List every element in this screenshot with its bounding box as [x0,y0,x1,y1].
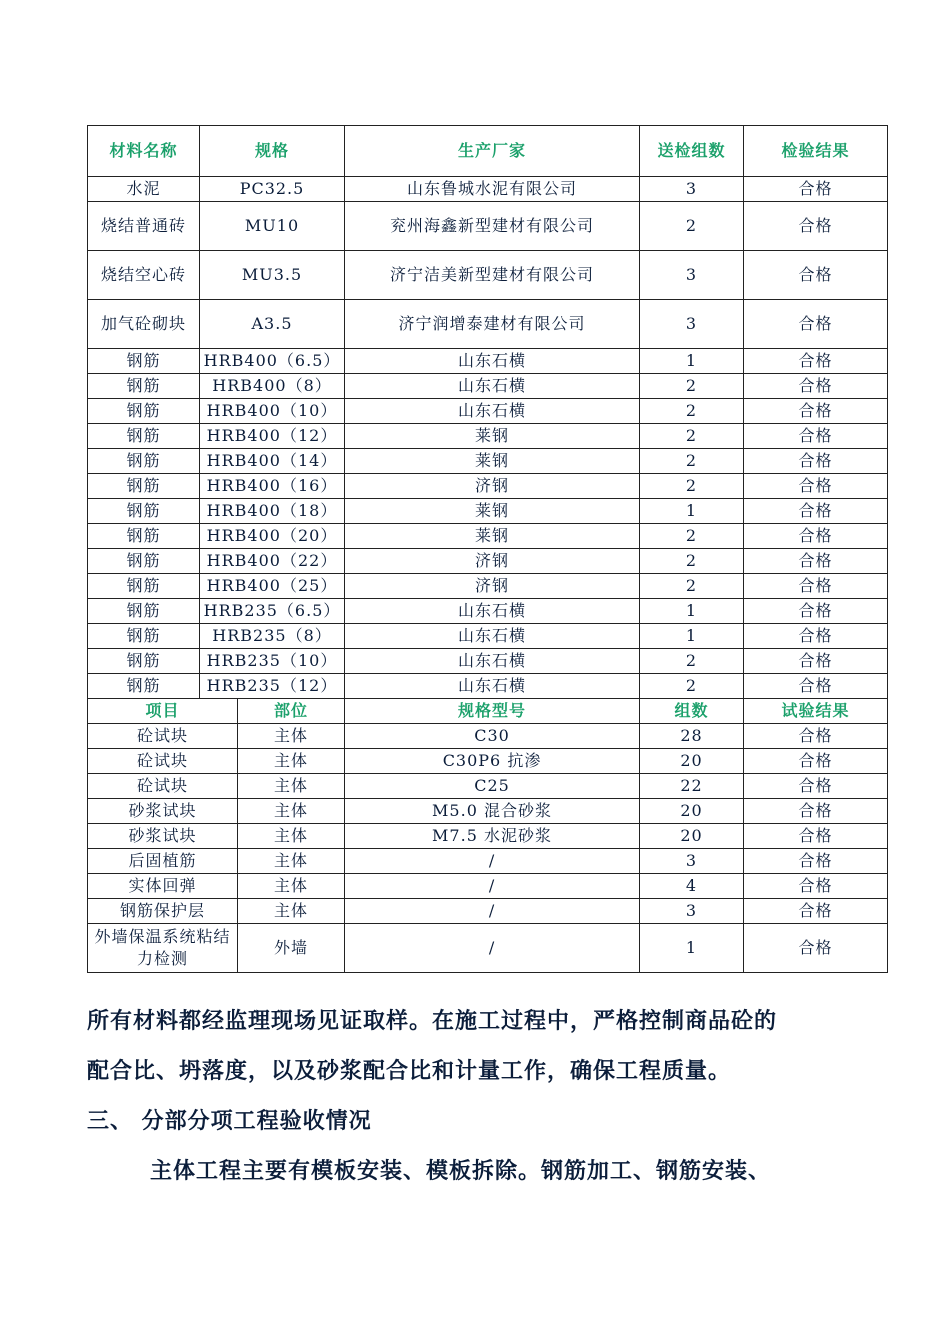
materials-header-row [88,126,888,177]
table-row [88,251,888,300]
col-header-material: 材料名称 [88,126,200,177]
inspection-result: 合格 [744,474,888,499]
table-row [88,524,888,549]
material-name: 钢筋 [88,524,200,549]
tests-header-row [88,699,888,724]
test-model: / [345,849,640,874]
material-spec: HRB235（12） [200,674,345,699]
test-result: 合格 [744,824,888,849]
inspection-result: 合格 [744,599,888,624]
table-row [88,774,888,799]
material-spec: HRB400（12） [200,424,345,449]
manufacturer: 山东鲁城水泥有限公司 [345,177,640,202]
inspection-result: 合格 [744,202,888,251]
col-header-count: 送检组数 [640,126,744,177]
material-name: 烧结普通砖 [88,202,200,251]
material-spec: MU3.5 [200,251,345,300]
test-location: 主体 [238,749,345,774]
material-name: 钢筋 [88,499,200,524]
test-model: C25 [345,774,640,799]
table-row [88,924,888,973]
col-header-location: 部位 [238,699,345,724]
table-row [88,799,888,824]
manufacturer: 兖州海鑫新型建材有限公司 [345,202,640,251]
manufacturer: 莱钢 [345,449,640,474]
table-row [88,449,888,474]
inspection-table [87,125,888,973]
sample-count: 2 [640,449,744,474]
manufacturer: 山东石横 [345,649,640,674]
test-groups: 3 [640,849,744,874]
inspection-result: 合格 [744,374,888,399]
paragraph-line: 所有材料都经监理现场见证取样。在施工过程中，严格控制商品砼的 [87,1008,778,1034]
material-spec: MU10 [200,202,345,251]
material-spec: HRB400（25） [200,574,345,599]
col-header-manufacturer: 生产厂家 [345,126,640,177]
table-row [88,177,888,202]
manufacturer: 山东石横 [345,674,640,699]
table-row [88,349,888,374]
inspection-result: 合格 [744,674,888,699]
table-row [88,599,888,624]
test-result: 合格 [744,874,888,899]
test-model: C30 [345,724,640,749]
table-row [88,874,888,899]
inspection-result: 合格 [744,524,888,549]
test-groups: 22 [640,774,744,799]
col-header-spec: 规格 [200,126,345,177]
test-groups: 20 [640,749,744,774]
table-row [88,624,888,649]
sample-count: 2 [640,424,744,449]
manufacturer: 山东石横 [345,624,640,649]
test-item: 砼试块 [88,724,238,749]
manufacturer: 济宁洁美新型建材有限公司 [345,251,640,300]
test-location: 主体 [238,874,345,899]
table-row [88,674,888,699]
col-header-model: 规格型号 [345,699,640,724]
material-name: 钢筋 [88,574,200,599]
sample-count: 1 [640,624,744,649]
test-groups: 28 [640,724,744,749]
material-spec: HRB400（20） [200,524,345,549]
test-item: 外墙保温系统粘结力检测 [88,924,238,973]
material-name: 钢筋 [88,674,200,699]
manufacturer: 莱钢 [345,524,640,549]
col-header-test-result: 试验结果 [744,699,888,724]
test-groups: 20 [640,824,744,849]
test-item: 砼试块 [88,774,238,799]
test-groups: 20 [640,799,744,824]
test-result: 合格 [744,924,888,973]
col-header-groups: 组数 [640,699,744,724]
manufacturer: 山东石横 [345,374,640,399]
manufacturer: 济钢 [345,574,640,599]
sample-count: 1 [640,349,744,374]
inspection-result: 合格 [744,177,888,202]
sample-count: 2 [640,674,744,699]
inspection-result: 合格 [744,499,888,524]
sample-count: 2 [640,649,744,674]
test-groups: 1 [640,924,744,973]
sample-count: 1 [640,499,744,524]
material-spec: HRB235（10） [200,649,345,674]
material-spec: HRB400（6.5） [200,349,345,374]
material-spec: HRB235（6.5） [200,599,345,624]
material-spec: PC32.5 [200,177,345,202]
test-item: 砂浆试块 [88,799,238,824]
test-item: 后固植筋 [88,849,238,874]
test-result: 合格 [744,774,888,799]
manufacturer: 山东石横 [345,599,640,624]
inspection-result: 合格 [744,251,888,300]
material-name: 加气砼砌块 [88,300,200,349]
table-row [88,724,888,749]
material-spec: HRB400（16） [200,474,345,499]
manufacturer: 莱钢 [345,424,640,449]
sample-count: 3 [640,251,744,300]
sample-count: 2 [640,374,744,399]
test-result: 合格 [744,799,888,824]
material-name: 钢筋 [88,549,200,574]
material-name: 钢筋 [88,399,200,424]
table-row [88,399,888,424]
material-name: 钢筋 [88,624,200,649]
test-item: 钢筋保护层 [88,899,238,924]
manufacturer: 济钢 [345,549,640,574]
manufacturer: 山东石横 [345,399,640,424]
inspection-result: 合格 [744,574,888,599]
test-item: 砼试块 [88,749,238,774]
table-row [88,649,888,674]
test-result: 合格 [744,899,888,924]
col-header-item: 项目 [88,699,238,724]
table-row [88,824,888,849]
manufacturer: 莱钢 [345,499,640,524]
test-model: M5.0 混合砂浆 [345,799,640,824]
test-model: / [345,924,640,973]
sample-count: 1 [640,599,744,624]
test-item: 砂浆试块 [88,824,238,849]
paragraph-line: 配合比、坍落度，以及砂浆配合比和计量工作，确保工程质量。 [87,1058,732,1084]
material-spec: HRB235（8） [200,624,345,649]
sample-count: 2 [640,524,744,549]
test-location: 主体 [238,899,345,924]
test-result: 合格 [744,724,888,749]
material-name: 钢筋 [88,449,200,474]
test-model: / [345,899,640,924]
material-name: 钢筋 [88,649,200,674]
sample-count: 3 [640,177,744,202]
sample-count: 2 [640,399,744,424]
manufacturer: 山东石横 [345,349,640,374]
test-model: M7.5 水泥砂浆 [345,824,640,849]
material-name: 钢筋 [88,424,200,449]
test-model: / [345,874,640,899]
table-row [88,300,888,349]
material-spec: HRB400（22） [200,549,345,574]
material-spec: HRB400（14） [200,449,345,474]
col-header-result: 检验结果 [744,126,888,177]
inspection-result: 合格 [744,399,888,424]
material-spec: A3.5 [200,300,345,349]
sample-count: 2 [640,574,744,599]
sample-count: 2 [640,474,744,499]
table-row [88,849,888,874]
table-row [88,202,888,251]
test-result: 合格 [744,849,888,874]
inspection-result: 合格 [744,424,888,449]
test-location: 主体 [238,824,345,849]
test-groups: 4 [640,874,744,899]
test-location: 主体 [238,849,345,874]
test-location: 主体 [238,799,345,824]
test-model: C30P6 抗渗 [345,749,640,774]
material-name: 钢筋 [88,474,200,499]
table-row [88,549,888,574]
inspection-result: 合格 [744,649,888,674]
table-row [88,899,888,924]
material-spec: HRB400（18） [200,499,345,524]
material-name: 钢筋 [88,599,200,624]
sample-count: 3 [640,300,744,349]
test-location: 外墙 [238,924,345,973]
material-name: 水泥 [88,177,200,202]
material-name: 烧结空心砖 [88,251,200,300]
sample-count: 2 [640,549,744,574]
table-row [88,749,888,774]
test-groups: 3 [640,899,744,924]
test-location: 主体 [238,774,345,799]
table-row [88,574,888,599]
inspection-result: 合格 [744,624,888,649]
test-result: 合格 [744,749,888,774]
table-row [88,474,888,499]
material-spec: HRB400（8） [200,374,345,399]
table-row [88,499,888,524]
material-name: 钢筋 [88,349,200,374]
inspection-result: 合格 [744,349,888,374]
test-item: 实体回弹 [88,874,238,899]
material-name: 钢筋 [88,374,200,399]
inspection-result: 合格 [744,449,888,474]
test-location: 主体 [238,724,345,749]
table-row [88,424,888,449]
paragraph-line: 主体工程主要有模板安装、模板拆除。钢筋加工、钢筋安装、 [150,1158,772,1184]
table-row [88,374,888,399]
inspection-result: 合格 [744,549,888,574]
section-heading: 三、 分部分项工程验收情况 [87,1108,372,1134]
sample-count: 2 [640,202,744,251]
manufacturer: 济宁润增泰建材有限公司 [345,300,640,349]
manufacturer: 济钢 [345,474,640,499]
inspection-result: 合格 [744,300,888,349]
material-spec: HRB400（10） [200,399,345,424]
